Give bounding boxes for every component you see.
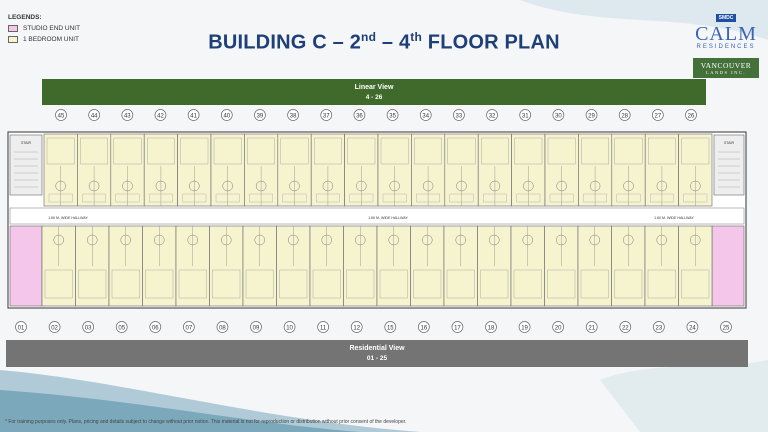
unit-number: 19 (521, 325, 528, 332)
residential-view-label: Residential View (349, 345, 405, 352)
legend-title: LEGENDS: (8, 14, 42, 21)
stair-label: STAIR (20, 141, 32, 145)
unit-number: 40 (223, 113, 231, 120)
unit-number: 06 (151, 325, 159, 332)
unit-number: 35 (389, 113, 396, 120)
unit-number: 28 (621, 113, 629, 120)
vancouver-logo: VANCOUVER LANDS INC. (693, 58, 759, 78)
unit-number: 31 (521, 113, 529, 120)
legend-label: STUDIO END UNIT (23, 25, 81, 32)
residences-text: RESIDENCES (696, 44, 756, 50)
unit-number: 26 (687, 113, 695, 120)
unit-number: 20 (554, 325, 562, 332)
unit-number: 08 (219, 325, 226, 332)
residential-view-bar (6, 340, 748, 367)
unit-number: 16 (420, 325, 428, 332)
legend-label: 1 BEDROOM UNIT (23, 36, 79, 43)
unit-number: 23 (655, 325, 663, 332)
unit-studio-end (712, 226, 744, 306)
unit-number: 02 (51, 325, 58, 332)
unit-number: 45 (57, 113, 65, 120)
unit-number: 07 (185, 325, 193, 332)
unit-number: 11 (320, 325, 327, 332)
unit-number: 29 (588, 113, 595, 120)
stair-label: STAIR (723, 141, 735, 145)
linear-view-range: 4 - 26 (365, 93, 383, 101)
unit-number: 24 (689, 325, 696, 332)
hallway-label: 1.60 M. WIDE HALLWAY (48, 216, 88, 220)
unit-number: 38 (289, 113, 297, 120)
brand-logos (690, 6, 762, 78)
unit-number: 33 (455, 113, 463, 120)
unit-number: 25 (722, 325, 730, 332)
unit-number: 39 (256, 113, 264, 120)
linear-view-label: Linear View (354, 83, 394, 91)
unit-number: 37 (322, 113, 330, 120)
unit-number: 05 (118, 325, 126, 332)
floor-plan (6, 108, 748, 338)
page-title: BUILDING C – 2nd – 4th FLOOR PLAN (208, 30, 560, 54)
unit-number: 42 (157, 113, 164, 120)
disclaimer: * For training purposes only. Plans, pricing and details subject to change without prior notice. This material is not for reproduction or distribution without prior consent of the developer. (5, 419, 407, 425)
unit-number: 12 (353, 325, 361, 332)
unit-number: 10 (286, 325, 293, 332)
unit-number: 43 (123, 113, 131, 120)
unit-number: 09 (252, 325, 260, 332)
unit-number: 27 (654, 113, 662, 120)
unit-number: 17 (454, 325, 461, 332)
unit-number: 30 (555, 113, 562, 120)
calm-logo: CALM (695, 23, 757, 45)
unit-number: 44 (90, 113, 98, 120)
unit-number: 21 (588, 325, 596, 332)
unit-number: 34 (422, 113, 430, 120)
linear-view-bar (42, 79, 706, 105)
unit-number: 22 (621, 325, 629, 332)
unit-number: 01 (17, 325, 25, 332)
unit-number: 32 (488, 113, 496, 120)
unit-number: 15 (386, 325, 394, 332)
smdc-logo: SMDC (716, 14, 737, 22)
unit-studio-end (10, 226, 42, 306)
hallway-label: 1.60 M. WIDE HALLWAY (368, 216, 408, 220)
unit-number: 18 (487, 325, 495, 332)
unit-number: 36 (356, 113, 363, 120)
unit-number: 41 (190, 113, 197, 120)
hallway-label: 1.60 M. WIDE HALLWAY (654, 216, 694, 220)
unit-number: 03 (84, 325, 92, 332)
residential-view-range: 01 - 25 (366, 355, 388, 362)
